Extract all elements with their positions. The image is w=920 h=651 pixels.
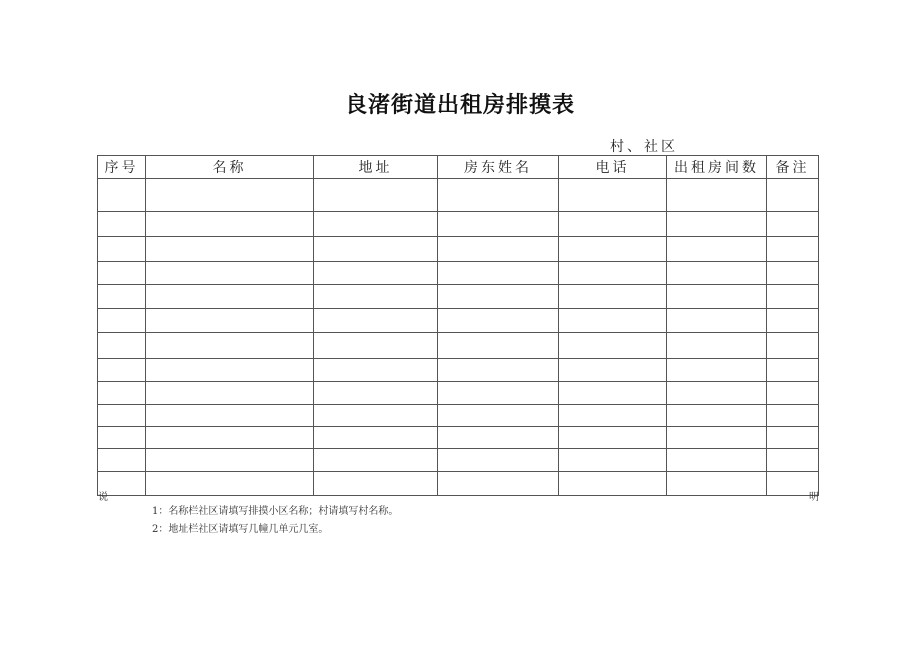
table-cell[interactable] <box>438 262 559 285</box>
table-cell[interactable] <box>667 285 767 309</box>
table-cell[interactable] <box>438 405 559 427</box>
village-community-line <box>526 136 678 156</box>
table-row <box>98 449 819 472</box>
table-cell[interactable] <box>667 262 767 285</box>
table-cell[interactable] <box>98 382 146 405</box>
table-cell[interactable] <box>767 262 819 285</box>
footer-label-right: 明 <box>809 492 819 503</box>
table-cell[interactable] <box>146 405 314 427</box>
table-row <box>98 179 819 212</box>
table-cell[interactable] <box>767 285 819 309</box>
table-row <box>98 472 819 496</box>
table-cell[interactable] <box>146 472 314 496</box>
table-cell[interactable] <box>438 237 559 262</box>
table-cell[interactable] <box>767 212 819 237</box>
table-cell[interactable] <box>146 237 314 262</box>
table-cell[interactable] <box>146 427 314 449</box>
table-cell[interactable] <box>146 179 314 212</box>
table-cell[interactable] <box>314 449 438 472</box>
table-cell[interactable] <box>146 333 314 359</box>
page-title: 良渚街道出租房排摸表 <box>344 93 575 118</box>
table-cell[interactable] <box>438 333 559 359</box>
table-cell[interactable] <box>559 179 667 212</box>
table-cell[interactable] <box>767 405 819 427</box>
table-cell[interactable] <box>146 262 314 285</box>
table-cell[interactable] <box>767 309 819 333</box>
table-cell[interactable] <box>438 382 559 405</box>
table-row <box>98 212 819 237</box>
table-row <box>98 405 819 427</box>
table-cell[interactable] <box>559 212 667 237</box>
table-cell[interactable] <box>314 285 438 309</box>
rental-register-table <box>97 155 819 496</box>
table-cell[interactable] <box>98 449 146 472</box>
table-cell[interactable] <box>667 212 767 237</box>
table-cell[interactable] <box>559 449 667 472</box>
col-header-landlord: 房东姓名 <box>438 156 559 179</box>
table-cell[interactable] <box>314 262 438 285</box>
table-cell[interactable] <box>559 285 667 309</box>
col-header-serial: 序号 <box>98 156 146 179</box>
table-cell[interactable] <box>767 382 819 405</box>
note-line-1: 1：名称栏社区请填写排摸小区名称；村请填写村名称。 <box>152 506 399 517</box>
table-cell[interactable] <box>146 285 314 309</box>
table-cell[interactable] <box>98 237 146 262</box>
col-header-remarks: 备注 <box>767 156 819 179</box>
table-body <box>98 179 819 496</box>
table-cell[interactable] <box>667 427 767 449</box>
table-cell[interactable] <box>667 179 767 212</box>
table-cell[interactable] <box>314 309 438 333</box>
table-cell[interactable] <box>559 382 667 405</box>
table-row <box>98 427 819 449</box>
col-header-address: 地址 <box>314 156 438 179</box>
table-cell[interactable] <box>767 333 819 359</box>
table-cell[interactable] <box>767 427 819 449</box>
table-cell[interactable] <box>146 449 314 472</box>
table-cell[interactable] <box>667 309 767 333</box>
table-cell[interactable] <box>98 179 146 212</box>
table-cell[interactable] <box>767 359 819 382</box>
table-cell[interactable] <box>559 333 667 359</box>
table-cell[interactable] <box>438 427 559 449</box>
village-name-blank[interactable] <box>526 141 608 156</box>
table-cell[interactable] <box>438 212 559 237</box>
table-cell[interactable] <box>438 179 559 212</box>
table-row <box>98 237 819 262</box>
table-cell[interactable] <box>767 237 819 262</box>
table-cell[interactable] <box>667 449 767 472</box>
table-cell[interactable] <box>314 212 438 237</box>
table-cell[interactable] <box>559 405 667 427</box>
note-line-2: 2：地址栏社区请填写几幢几单元几室。 <box>152 524 329 535</box>
col-header-room-count: 出租房间数 <box>667 156 767 179</box>
table-cell[interactable] <box>559 262 667 285</box>
table-cell[interactable] <box>146 382 314 405</box>
table-cell[interactable] <box>314 427 438 449</box>
table-cell[interactable] <box>559 237 667 262</box>
table-cell[interactable] <box>438 359 559 382</box>
village-suffix-label: 村、社区 <box>610 139 678 155</box>
table-cell[interactable] <box>314 333 438 359</box>
table-cell[interactable] <box>98 309 146 333</box>
table-cell[interactable] <box>438 449 559 472</box>
table-cell[interactable] <box>146 359 314 382</box>
table-row <box>98 285 819 309</box>
table-cell[interactable] <box>667 472 767 496</box>
table-cell[interactable] <box>98 333 146 359</box>
table-row <box>98 262 819 285</box>
table-cell[interactable] <box>314 179 438 212</box>
table-cell[interactable] <box>559 427 667 449</box>
table-row <box>98 333 819 359</box>
table-cell[interactable] <box>438 285 559 309</box>
table-cell[interactable] <box>559 309 667 333</box>
table-cell[interactable] <box>667 382 767 405</box>
table-cell[interactable] <box>314 237 438 262</box>
table-cell[interactable] <box>98 212 146 237</box>
table-cell[interactable] <box>667 237 767 262</box>
table-cell[interactable] <box>98 359 146 382</box>
footer-label-left: 说 <box>98 492 108 503</box>
table-cell[interactable] <box>314 359 438 382</box>
table-row <box>98 382 819 405</box>
table-cell[interactable] <box>667 333 767 359</box>
table-cell[interactable] <box>767 449 819 472</box>
table-cell[interactable] <box>98 427 146 449</box>
table-row <box>98 359 819 382</box>
table-cell[interactable] <box>314 405 438 427</box>
table-cell[interactable] <box>98 262 146 285</box>
col-header-phone: 电话 <box>559 156 667 179</box>
table-cell[interactable] <box>314 472 438 496</box>
table-cell[interactable] <box>146 309 314 333</box>
table-cell[interactable] <box>767 179 819 212</box>
table-cell[interactable] <box>438 472 559 496</box>
table-cell[interactable] <box>559 472 667 496</box>
table-cell[interactable] <box>146 212 314 237</box>
table-cell[interactable] <box>559 359 667 382</box>
table-cell[interactable] <box>98 405 146 427</box>
table-cell[interactable] <box>98 285 146 309</box>
table-row <box>98 309 819 333</box>
col-header-name: 名称 <box>146 156 314 179</box>
table-cell[interactable] <box>314 382 438 405</box>
table-cell[interactable] <box>667 405 767 427</box>
table-cell[interactable] <box>667 359 767 382</box>
table-cell[interactable] <box>438 309 559 333</box>
table-header-row <box>98 156 819 179</box>
